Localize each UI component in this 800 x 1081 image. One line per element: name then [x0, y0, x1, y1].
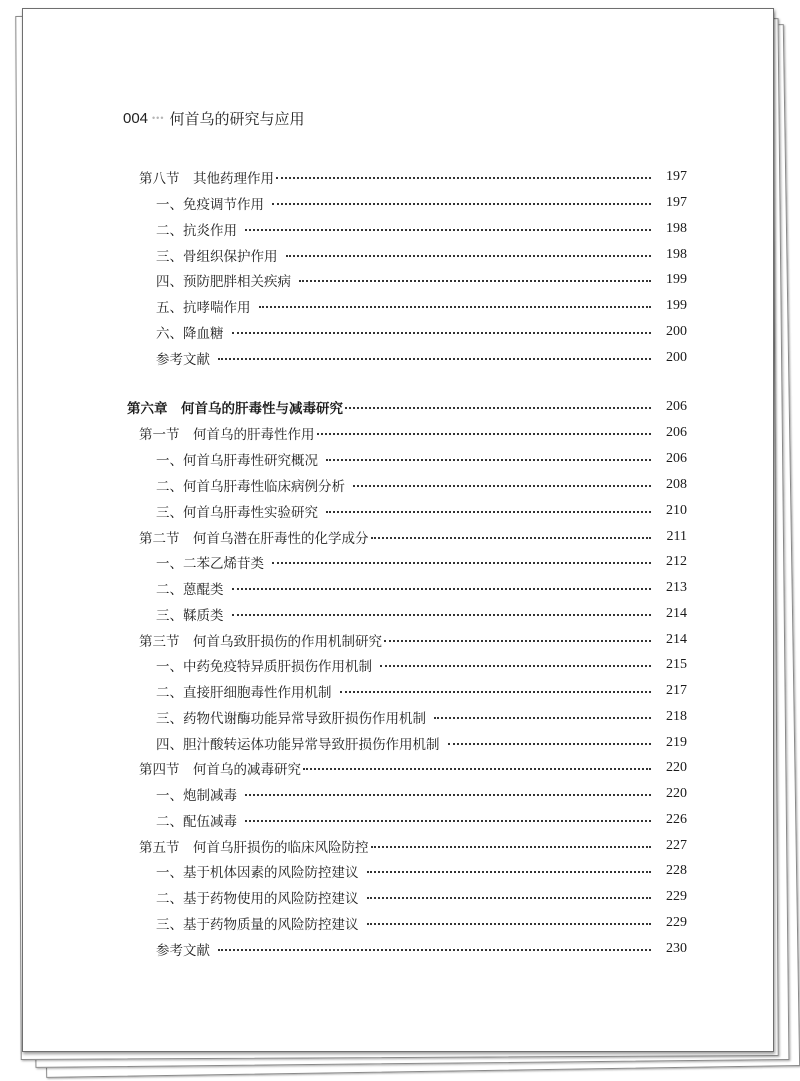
toc-entry-title: 二、基于药物使用的风险防控建议	[156, 891, 359, 907]
header-separator: •••	[152, 113, 165, 123]
dot-leader	[353, 485, 651, 487]
toc-entry-title: 第五节 何首乌肝损伤的临床风险防控	[139, 840, 369, 856]
toc-entry-title: 二、蒽醌类	[156, 582, 224, 598]
toc-section-row	[139, 630, 687, 650]
dot-leader	[303, 768, 651, 770]
toc-item-row	[156, 784, 687, 804]
toc-item-row	[156, 552, 687, 572]
dot-leader	[218, 358, 651, 360]
toc-section-row	[139, 423, 687, 443]
toc-page-number: 197	[666, 195, 687, 210]
toc-item-row	[156, 475, 687, 495]
toc-page-number: 213	[666, 580, 687, 595]
toc-item-row	[156, 245, 687, 265]
toc-entry-title: 二、直接肝细胞毒性作用机制	[156, 685, 332, 701]
toc-page-number: 229	[666, 889, 687, 904]
toc-section-row	[139, 167, 687, 187]
toc-entry-title: 第六章 何首乌的肝毒性与减毒研究	[127, 401, 343, 417]
toc-page-number: 206	[666, 399, 687, 414]
dot-leader	[272, 203, 651, 205]
toc-page-number: 206	[666, 425, 687, 440]
toc-page-number: 227	[666, 838, 687, 853]
toc-entry-title: 三、基于药物质量的风险防控建议	[156, 917, 359, 933]
toc-page-number: 219	[666, 735, 687, 750]
dot-leader	[326, 459, 651, 461]
dot-leader	[286, 255, 652, 257]
toc-entry-title: 第四节 何首乌的减毒研究	[139, 762, 301, 778]
toc-page-number: 198	[666, 221, 687, 236]
toc-section-row	[139, 836, 687, 856]
toc-item-row	[156, 296, 687, 316]
dot-leader	[367, 923, 652, 925]
toc-page-number: 214	[666, 632, 687, 647]
toc-page-number: 214	[666, 606, 687, 621]
dot-leader	[345, 407, 651, 409]
toc-entry-title: 第八节 其他药理作用	[139, 171, 274, 187]
toc-entry-title: 一、二苯乙烯苷类	[156, 556, 264, 572]
dot-leader	[259, 306, 652, 308]
toc-entry-title: 一、何首乌肝毒性研究概况	[156, 453, 318, 469]
toc-item-row	[156, 939, 687, 959]
toc-page-number: 226	[666, 812, 687, 827]
toc-item-row	[156, 270, 687, 290]
dot-leader	[232, 588, 652, 590]
dot-leader	[218, 949, 651, 951]
toc-entry-title: 第二节 何首乌潜在肝毒性的化学成分	[139, 531, 369, 547]
toc-item-row	[156, 578, 687, 598]
toc-item-row	[156, 913, 687, 933]
dot-leader	[434, 717, 651, 719]
toc-entry-title: 四、胆汁酸转运体功能异常导致肝损伤作用机制	[156, 737, 440, 753]
dot-leader	[371, 846, 652, 848]
toc-item-row	[156, 348, 687, 368]
toc-entry-title: 三、药物代谢酶功能异常导致肝损伤作用机制	[156, 711, 426, 727]
toc-section-row	[139, 527, 687, 547]
toc-page-number: 199	[666, 298, 687, 313]
header-page-number: 004	[123, 109, 149, 127]
dot-leader	[384, 640, 651, 642]
dot-leader	[340, 691, 652, 693]
toc-entry-title: 第三节 何首乌致肝损伤的作用机制研究	[139, 634, 382, 650]
toc-item-row	[156, 655, 687, 675]
toc-page-number: 199	[666, 272, 687, 287]
toc-page-number: 206	[666, 451, 687, 466]
dot-leader	[299, 280, 651, 282]
toc-entry-title: 三、鞣质类	[156, 608, 224, 624]
dot-leader	[380, 665, 651, 667]
toc-item-row	[156, 887, 687, 907]
dot-leader	[317, 433, 652, 435]
toc-page-number: 212	[666, 554, 687, 569]
toc-entry-title: 四、预防肥胖相关疾病	[156, 274, 291, 290]
running-header	[123, 108, 305, 128]
toc-item-row	[156, 219, 687, 239]
dot-leader	[272, 562, 651, 564]
toc-item-row	[156, 733, 687, 753]
toc-chapter-row	[127, 397, 687, 417]
toc-entry-title: 第一节 何首乌的肝毒性作用	[139, 427, 315, 443]
toc-entry-title: 一、免疫调节作用	[156, 197, 264, 213]
dot-leader	[232, 332, 652, 334]
toc-item-row	[156, 449, 687, 469]
toc-page-number: 220	[666, 786, 687, 801]
dot-leader	[245, 794, 651, 796]
toc-item-row	[156, 861, 687, 881]
toc-entry-title: 参考文献	[156, 943, 210, 959]
dot-leader	[367, 871, 652, 873]
toc-page-number: 198	[666, 247, 687, 262]
toc-entry-title: 三、骨组织保护作用	[156, 249, 278, 265]
dot-leader	[245, 229, 651, 231]
dot-leader	[371, 537, 652, 539]
toc-item-row	[156, 810, 687, 830]
toc-page-number: 200	[666, 324, 687, 339]
toc-entry-title: 六、降血糖	[156, 326, 224, 342]
toc-page-number: 197	[666, 169, 687, 184]
toc-page-number: 228	[666, 863, 687, 878]
toc-entry-title: 一、中药免疫特异质肝损伤作用机制	[156, 659, 372, 675]
dot-leader	[232, 614, 652, 616]
toc-item-row	[156, 604, 687, 624]
toc-item-row	[156, 501, 687, 521]
toc-page-number: 215	[666, 657, 687, 672]
toc-page-number: 229	[666, 915, 687, 930]
dot-leader	[326, 511, 651, 513]
toc-page-number: 217	[666, 683, 687, 698]
toc-entry-title: 二、何首乌肝毒性临床病例分析	[156, 479, 345, 495]
header-book-title: 何首乌的研究与应用	[169, 109, 305, 128]
toc-page-number: 230	[666, 941, 687, 956]
toc-item-row	[156, 193, 687, 213]
toc-section-row	[139, 758, 687, 778]
toc-entry-title: 二、抗炎作用	[156, 223, 237, 239]
toc-page-number: 211	[666, 529, 687, 544]
toc-item-row	[156, 322, 687, 342]
toc-entry-title: 一、基于机体因素的风险防控建议	[156, 865, 359, 881]
toc-page-number: 200	[666, 350, 687, 365]
dot-leader	[276, 177, 651, 179]
dot-leader	[367, 897, 652, 899]
toc-entry-title: 二、配伍减毒	[156, 814, 237, 830]
toc-entry-title: 三、何首乌肝毒性实验研究	[156, 505, 318, 521]
document-page	[22, 8, 774, 1052]
dot-leader	[245, 820, 651, 822]
toc-item-row	[156, 707, 687, 727]
toc-entry-title: 一、炮制减毒	[156, 788, 237, 804]
dot-leader	[448, 743, 652, 745]
toc-page-number: 218	[666, 709, 687, 724]
toc-item-row	[156, 681, 687, 701]
toc-page-number: 208	[666, 477, 687, 492]
toc-page-number: 210	[666, 503, 687, 518]
toc-page-number: 220	[666, 760, 687, 775]
toc-entry-title: 五、抗哮喘作用	[156, 300, 251, 316]
toc-entry-title: 参考文献	[156, 352, 210, 368]
